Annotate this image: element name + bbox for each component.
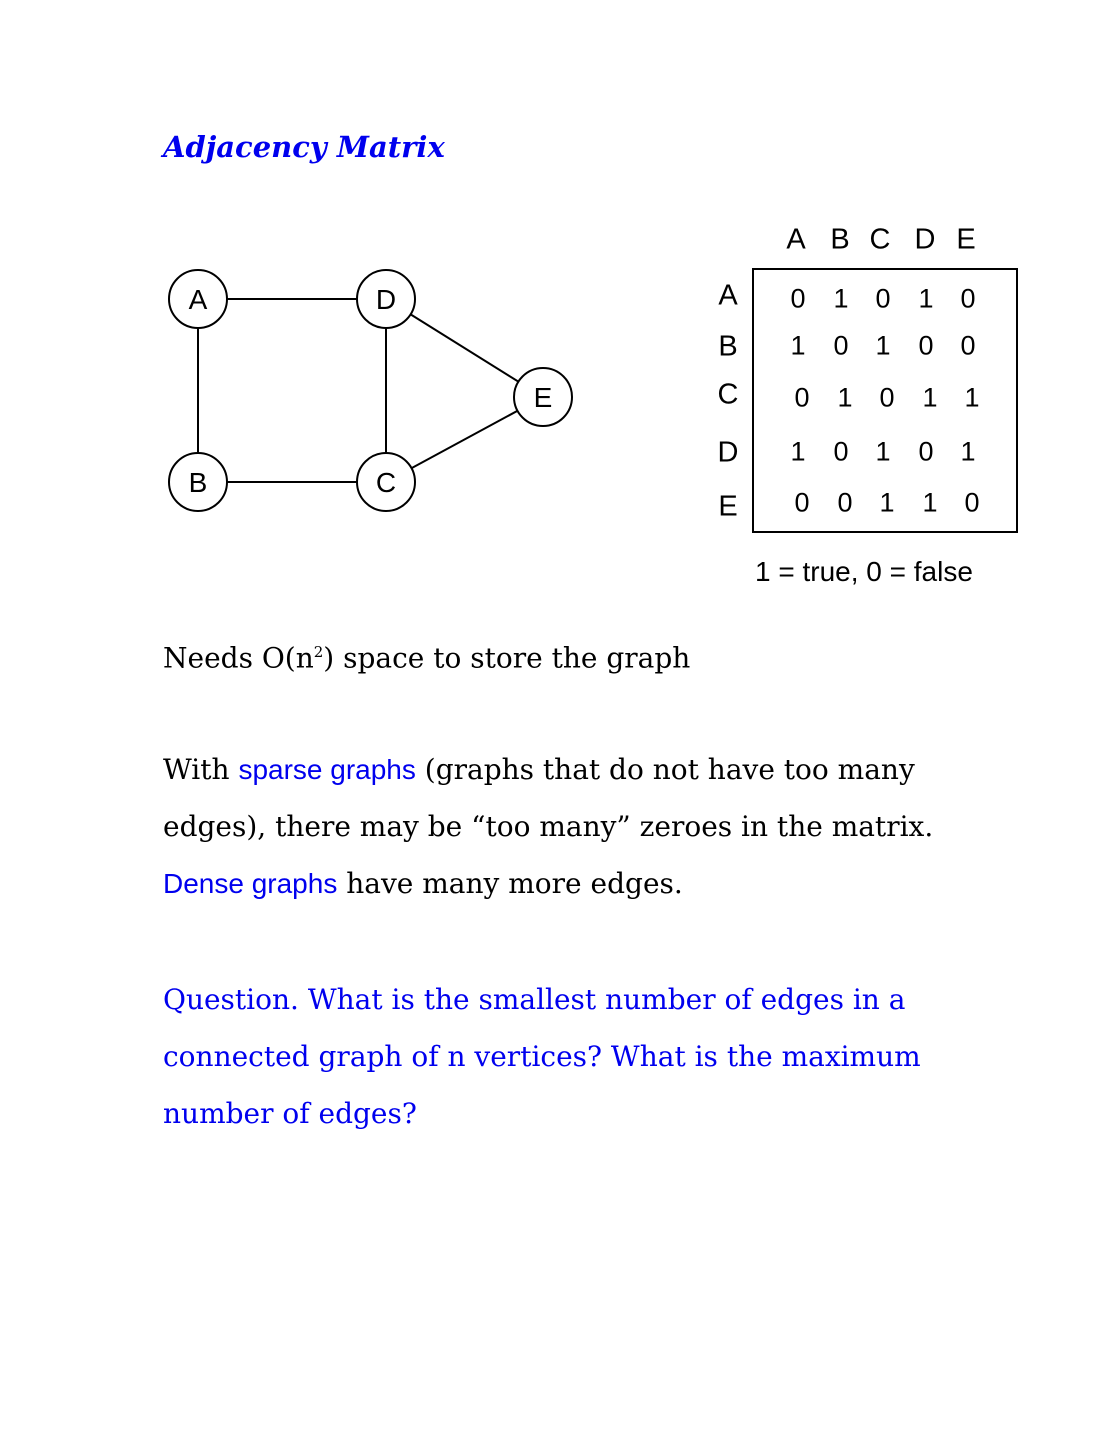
matrix-cell: 0: [879, 382, 895, 413]
matrix-cell: 0: [875, 283, 891, 314]
matrix-cell: 0: [837, 487, 853, 518]
row-header: D: [717, 436, 739, 469]
matrix-cell: 0: [918, 436, 934, 467]
column-header: C: [869, 223, 891, 256]
space-post: ) space to store the graph: [323, 641, 691, 675]
node-label: C: [375, 467, 397, 498]
matrix-cell: 1: [790, 436, 806, 467]
matrix-cell: 1: [960, 436, 976, 467]
question-line: number of edges?: [163, 1097, 417, 1130]
node-label: E: [533, 382, 553, 413]
matrix-cell: 0: [960, 283, 976, 314]
matrix-cell: 0: [960, 330, 976, 361]
matrix-cell: 0: [790, 283, 806, 314]
matrix-cell: 1: [918, 283, 934, 314]
matrix-cell: 1: [964, 382, 980, 413]
matrix-cell: 1: [875, 330, 891, 361]
matrix-cell: 0: [833, 330, 849, 361]
space-pre: Needs O(n: [163, 641, 314, 675]
matrix-cell: 0: [964, 487, 980, 518]
space-exponent: 2: [313, 643, 324, 661]
matrix-cell: 1: [833, 283, 849, 314]
row-header: E: [718, 490, 738, 523]
node-label: B: [188, 467, 208, 498]
matrix-cell: 1: [879, 487, 895, 518]
sparse-line-3: [163, 855, 933, 912]
matrix-cell: 0: [918, 330, 934, 361]
column-header: D: [914, 223, 936, 256]
column-header: B: [830, 223, 850, 256]
text: have many more edges.: [337, 867, 683, 900]
sparse-line-2: edges), there may be “too many” zeroes in the matrix.: [163, 810, 934, 843]
space-complexity-text: [163, 624, 690, 686]
question-paragraph: [163, 971, 921, 1142]
node-label: D: [375, 284, 397, 315]
dense-graphs-term: Dense graphs: [163, 868, 338, 899]
matrix-legend: 1 = true, 0 = false: [755, 556, 973, 587]
node-label: A: [188, 284, 208, 315]
matrix-cell: 1: [837, 382, 853, 413]
matrix-cell: 1: [922, 487, 938, 518]
column-header: A: [786, 223, 806, 256]
matrix-cell: 1: [922, 382, 938, 413]
text: (graphs that do not have too many: [415, 753, 915, 786]
sparse-line-1: [163, 741, 933, 798]
column-header: E: [956, 223, 976, 256]
matrix-cell: 1: [875, 436, 891, 467]
question-line: connected graph of n vertices? What is the maximum: [163, 1040, 921, 1073]
sparse-graphs-term: sparse graphs: [238, 754, 416, 785]
matrix-cell: 0: [794, 382, 810, 413]
matrix-cell: 1: [790, 330, 806, 361]
matrix-cell: 0: [794, 487, 810, 518]
row-header: C: [717, 378, 739, 411]
row-header: B: [718, 330, 738, 363]
text: With: [163, 753, 239, 786]
question-line: Question. What is the smallest number of edges in a: [163, 983, 906, 1016]
page-title: Adjacency Matrix: [163, 130, 445, 164]
sparse-paragraph: [163, 741, 933, 912]
row-header: A: [718, 279, 738, 312]
matrix-cell: 0: [833, 436, 849, 467]
